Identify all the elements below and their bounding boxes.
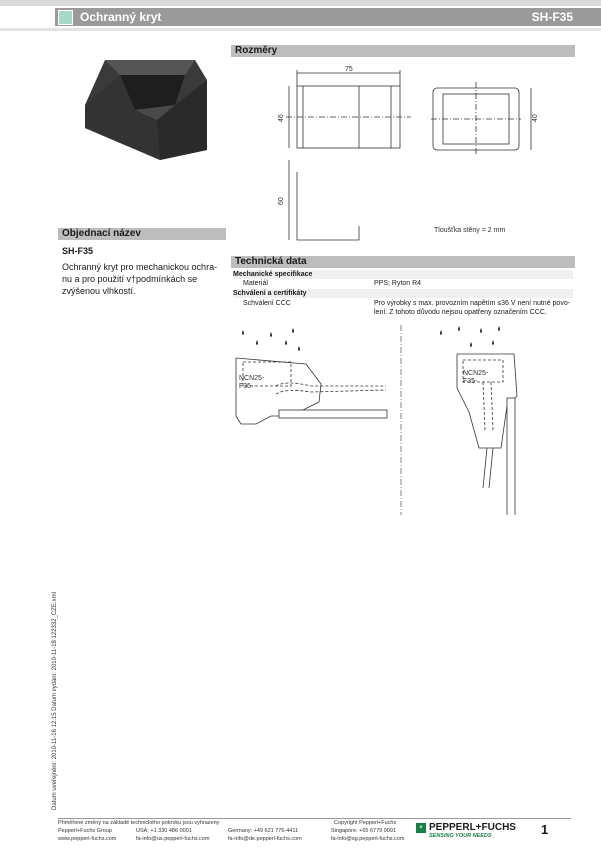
order-description-line: zvýšenou vlhkostí.: [62, 286, 136, 296]
material-label: Materiál: [243, 280, 268, 287]
footer-singapore: [331, 827, 404, 843]
footer-web-link[interactable]: www.pepperl-fuchs.com: [58, 836, 117, 842]
ccc-label: Schválení CCC: [243, 300, 291, 307]
ccc-value-line: Pro výrobky s max. provozním napětím ≤36 V není nutné povo-: [374, 300, 571, 307]
footer-germany-phone: Germany: +49 621 776-4411: [228, 828, 299, 834]
order-description-line: Ochranný kryt pro mechanickou ochra-: [62, 262, 218, 272]
header-top-strip: [0, 0, 601, 6]
product-photo: [75, 50, 215, 165]
footer-singapore-email[interactable]: fa-info@sg.pepperl-fuchs.com: [331, 836, 405, 842]
tech-heading: Technická data: [231, 256, 575, 268]
header-bar: [55, 8, 601, 26]
order-description-line: nu a pro použití v†podmínkách se: [62, 274, 198, 284]
page-number: 1: [541, 822, 549, 837]
brand-mark-icon: +: [416, 823, 426, 833]
dimensions-heading: Rozměry: [231, 45, 575, 57]
brand-tagline: SENSING YOUR NEEDS: [429, 833, 492, 839]
publication-date-side-text: Datum uveřejnění: 2010-11-16 12:15 Datum vydání: 2010-11-18 122332_CZE.xml: [52, 592, 58, 810]
footer-germany-email[interactable]: fa-info@de.pepperl-fuchs.com: [228, 836, 302, 842]
footer-company-name: Pepperl+Fuchs Group: [58, 828, 112, 834]
footer-company: [58, 827, 116, 843]
dim-75-label: 75: [345, 66, 353, 73]
ncn25-label-left: NCN25-: [239, 375, 265, 382]
dimension-drawing: [231, 60, 576, 245]
page-title: Ochranný kryt: [80, 10, 162, 24]
dim-60-label: 60: [278, 197, 285, 205]
footer-notice: Přiměřené změny na základě technického pokroku jsou vyhrazeny: [58, 820, 220, 826]
mech-spec-heading: Mechanické specifikace: [233, 270, 573, 279]
product-code: SH-F35: [531, 10, 573, 24]
dim-40-label: 40: [532, 114, 539, 122]
footer-germany: [228, 827, 302, 843]
footer-copyright: Copyright Pepperl+Fuchs: [334, 820, 397, 826]
order-name: SH-F35: [62, 246, 94, 256]
ncn25-label-right: NCN25-: [463, 370, 489, 377]
footer-usa-phone: USA: +1 330 486 0001: [136, 828, 192, 834]
f35-label-right: F35-: [463, 378, 478, 385]
order-heading: Objednací název: [58, 228, 226, 240]
brand-name: PEPPERL+FUCHS: [429, 822, 516, 833]
footer-usa-email[interactable]: fa-info@us.pepperl-fuchs.com: [136, 836, 210, 842]
mounting-drawing: [231, 320, 576, 515]
footer-singapore-phone: Singapore: +65 6779 9091: [331, 828, 396, 834]
footer-usa: [136, 827, 209, 843]
ccc-value: [374, 299, 574, 317]
wall-thickness-note: Tloušťka stěny = 2 mm: [434, 227, 506, 234]
f35-label-left: F35-: [239, 383, 254, 390]
cert-heading: Schválení a certifikáty: [233, 289, 573, 298]
header-divider: [0, 28, 601, 31]
ccc-value-line: lení. Z tohoto důvodu nejsou opatřeny označením CCC.: [374, 309, 547, 316]
header-square-icon: [58, 10, 73, 25]
dim-46-label: 46: [278, 114, 285, 122]
order-description: [62, 261, 232, 297]
material-value: PPS; Ryton R4: [374, 280, 422, 287]
